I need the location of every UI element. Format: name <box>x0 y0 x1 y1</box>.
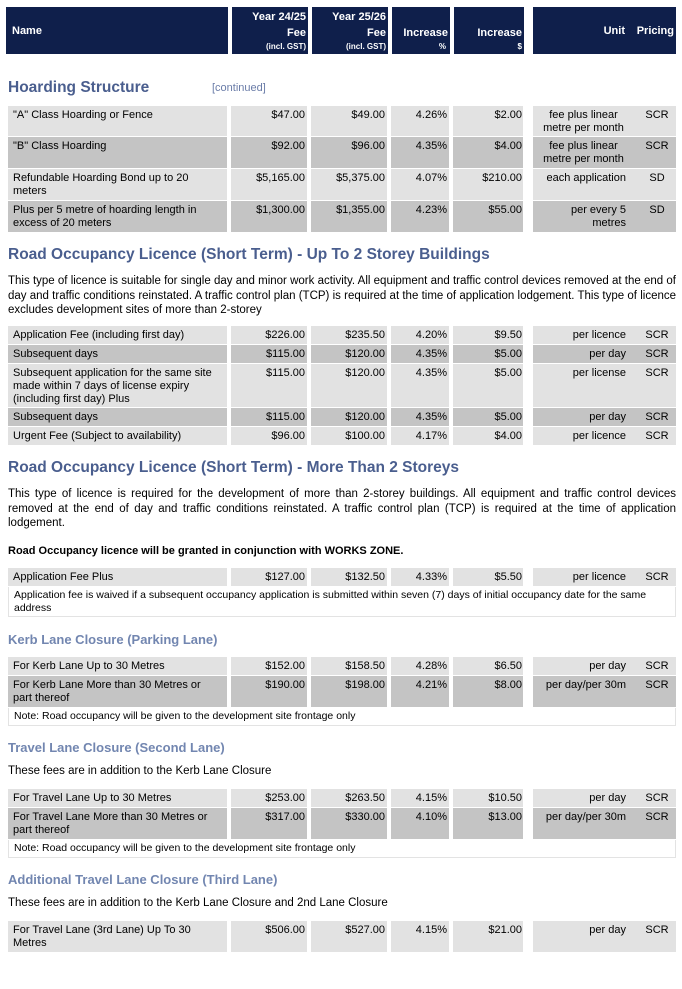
row-name: Application Fee Plus <box>8 568 227 586</box>
table-row <box>8 657 676 675</box>
row-increase-pct: 4.35% <box>391 345 449 363</box>
row-pricing: SCR <box>627 808 676 839</box>
row-increase-abs: $6.50 <box>453 657 523 675</box>
row-fee-2425: $92.00 <box>231 137 307 168</box>
row-name: Subsequent days <box>8 345 227 363</box>
works-zone-note: Road Occupancy licence will be granted in conjunction with WORKS ZONE. <box>8 545 404 557</box>
section-title-additional-travel-lane: Additional Travel Lane Closure (Third Lane) <box>8 872 278 887</box>
row-increase-pct: 4.23% <box>391 201 449 232</box>
row-pricing: SCR <box>627 676 676 707</box>
row-increase-abs: $13.00 <box>453 808 523 839</box>
row-unit: per day/per 30m <box>533 808 627 839</box>
row-increase-abs: $9.50 <box>453 326 523 344</box>
row-increase-abs: $2.00 <box>453 106 523 136</box>
table-row <box>8 137 676 168</box>
row-fee-2526: $96.00 <box>311 137 387 168</box>
table-row <box>8 345 676 363</box>
section-description: This type of licence is suitable for single day and minor work activity. All equipment and traffic control devices removed at the end of day and traffic conditions reinstated. A traffic control plan (TCP) is required at the time of application lodgement. This type of licence excludes development sites of more than 2-storey <box>8 275 676 316</box>
row-fee-2526: $49.00 <box>311 106 387 136</box>
row-fee-2526: $263.50 <box>311 789 387 807</box>
row-fee-2526: $120.00 <box>311 364 387 407</box>
continued-label: [continued] <box>212 82 266 94</box>
row-increase-pct: 4.33% <box>391 568 449 586</box>
row-unit: per day <box>533 657 627 675</box>
row-fee-2425: $127.00 <box>231 568 307 586</box>
row-fee-2526: $120.00 <box>311 345 387 363</box>
row-increase-abs: $5.00 <box>453 345 523 363</box>
row-increase-pct: 4.15% <box>391 789 449 807</box>
row-unit: fee plus linear metre per month <box>533 106 627 136</box>
row-name: Subsequent days <box>8 408 227 426</box>
row-name: For Kerb Lane Up to 30 Metres <box>8 657 227 675</box>
header-increase-abs-cell <box>454 7 524 54</box>
header-year2-l1: Year 25/26 <box>332 11 386 23</box>
row-increase-abs: $4.00 <box>453 137 523 168</box>
row-name: "A" Class Hoarding or Fence <box>8 106 227 136</box>
header-name: Name <box>12 25 42 37</box>
section-title-rol-more-than-2-storeys: Road Occupancy Licence (Short Term) - More Than 2 Storeys <box>8 459 460 476</box>
row-name: Refundable Hoarding Bond up to 20 meters <box>8 169 227 200</box>
row-increase-abs: $5.00 <box>453 408 523 426</box>
row-fee-2425: $47.00 <box>231 106 307 136</box>
table-row <box>8 106 676 136</box>
row-fee-2526: $158.50 <box>311 657 387 675</box>
row-pricing: SCR <box>627 427 676 445</box>
row-increase-abs: $5.00 <box>453 364 523 407</box>
row-unit: per day <box>533 789 627 807</box>
row-increase-pct: 4.35% <box>391 408 449 426</box>
table-row <box>8 676 676 707</box>
row-pricing: SCR <box>627 568 676 586</box>
row-name: For Travel Lane (3rd Lane) Up To 30 Metres <box>8 921 227 952</box>
row-pricing: SCR <box>627 106 676 136</box>
table-row <box>8 364 676 407</box>
header-increase-pct-l1: Increase <box>403 27 448 39</box>
row-fee-2526: $235.50 <box>311 326 387 344</box>
row-increase-abs: $21.00 <box>453 921 523 952</box>
row-pricing: SCR <box>627 789 676 807</box>
row-pricing: SCR <box>627 408 676 426</box>
row-fee-2526: $100.00 <box>311 427 387 445</box>
row-name: For Travel Lane Up to 30 Metres <box>8 789 227 807</box>
row-pricing: SCR <box>627 137 676 168</box>
row-fee-2425: $317.00 <box>231 808 307 839</box>
header-pricing: Pricing <box>636 25 674 37</box>
row-fee-2425: $253.00 <box>231 789 307 807</box>
table-row <box>8 326 676 344</box>
row-increase-pct: 4.20% <box>391 326 449 344</box>
row-pricing: SCR <box>627 364 676 407</box>
row-unit: per day <box>533 921 627 952</box>
row-unit: per licence <box>533 427 627 445</box>
row-fee-2526: $5,375.00 <box>311 169 387 200</box>
row-fee-2425: $96.00 <box>231 427 307 445</box>
row-fee-2526: $1,355.00 <box>311 201 387 232</box>
header-year1-l1: Year 24/25 <box>252 11 306 23</box>
row-unit: per day <box>533 408 627 426</box>
header-unit-cell <box>533 7 676 54</box>
row-increase-abs: $4.00 <box>453 427 523 445</box>
header-increase-abs-l1: Increase <box>477 27 522 39</box>
row-increase-abs: $5.50 <box>453 568 523 586</box>
row-fee-2425: $5,165.00 <box>231 169 307 200</box>
row-name: For Kerb Lane More than 30 Metres or part thereof <box>8 676 227 707</box>
row-unit: per day <box>533 345 627 363</box>
row-fee-2526: $330.00 <box>311 808 387 839</box>
row-increase-abs: $10.50 <box>453 789 523 807</box>
row-increase-pct: 4.21% <box>391 676 449 707</box>
row-name: "B" Class Hoarding <box>8 137 227 168</box>
row-name: For Travel Lane More than 30 Metres or part thereof <box>8 808 227 839</box>
header-name-cell <box>6 7 228 54</box>
row-unit: per licence <box>533 568 627 586</box>
row-increase-pct: 4.26% <box>391 106 449 136</box>
row-pricing: SD <box>627 201 676 232</box>
header-year2-cell <box>312 7 388 54</box>
row-fee-2425: $1,300.00 <box>231 201 307 232</box>
row-unit: fee plus linear metre per month <box>533 137 627 168</box>
header-increase-pct-cell <box>392 7 450 54</box>
row-pricing: SD <box>627 169 676 200</box>
row-fee-2425: $115.00 <box>231 345 307 363</box>
row-fee-2425: $226.00 <box>231 326 307 344</box>
row-fee-2425: $115.00 <box>231 364 307 407</box>
row-increase-pct: 4.10% <box>391 808 449 839</box>
table-row <box>8 201 676 232</box>
header-year1-l3: (incl. GST) <box>266 42 306 51</box>
table-row <box>8 408 676 426</box>
row-increase-abs: $8.00 <box>453 676 523 707</box>
section-intro: These fees are in addition to the Kerb Lane Closure <box>8 765 272 777</box>
section-description: This type of licence is required for the development of more than 2-storey buildings. All equipment and traffic control devices removed at the end of day and traffic conditions reinstated. A traffic control plan (TCP) is required at the time of application lodgement. <box>8 488 676 529</box>
header-year1-cell <box>232 7 308 54</box>
row-increase-pct: 4.17% <box>391 427 449 445</box>
row-fee-2425: $152.00 <box>231 657 307 675</box>
row-fee-2526: $527.00 <box>311 921 387 952</box>
row-pricing: SCR <box>627 326 676 344</box>
header-year1-l2: Fee <box>287 27 306 39</box>
row-pricing: SCR <box>627 345 676 363</box>
row-unit: per license <box>533 364 627 407</box>
row-pricing: SCR <box>627 921 676 952</box>
section-title-travel-lane: Travel Lane Closure (Second Lane) <box>8 740 225 755</box>
row-fee-2425: $115.00 <box>231 408 307 426</box>
table-row <box>8 789 676 807</box>
table-row <box>8 568 676 586</box>
table-row <box>8 169 676 200</box>
row-name: Application Fee (including first day) <box>8 326 227 344</box>
row-pricing: SCR <box>627 657 676 675</box>
section-title-hoarding: Hoarding Structure <box>8 79 150 96</box>
row-unit: each application <box>533 169 627 200</box>
row-unit: per licence <box>533 326 627 344</box>
row-unit: per day/per 30m <box>533 676 627 707</box>
row-increase-pct: 4.15% <box>391 921 449 952</box>
header-increase-pct-l2: % <box>438 42 446 51</box>
row-increase-abs: $210.00 <box>453 169 523 200</box>
row-increase-abs: $55.00 <box>453 201 523 232</box>
table-row <box>8 921 676 952</box>
row-name: Urgent Fee (Subject to availability) <box>8 427 227 445</box>
row-fee-2526: $120.00 <box>311 408 387 426</box>
row-fee-2526: $198.00 <box>311 676 387 707</box>
frontage-note: Note: Road occupancy will be given to the development site frontage only <box>8 840 676 858</box>
header-increase-abs-l2: $ <box>517 42 522 51</box>
header-unit: Unit <box>603 25 625 37</box>
table-row <box>8 427 676 445</box>
row-unit: per every 5 metres <box>533 201 627 232</box>
row-increase-pct: 4.28% <box>391 657 449 675</box>
row-name: Plus per 5 metre of hoarding length in excess of 20 meters <box>8 201 227 232</box>
section-title-kerb-lane: Kerb Lane Closure (Parking Lane) <box>8 632 218 647</box>
row-fee-2425: $506.00 <box>231 921 307 952</box>
row-fee-2526: $132.50 <box>311 568 387 586</box>
row-increase-pct: 4.35% <box>391 137 449 168</box>
row-increase-pct: 4.35% <box>391 364 449 407</box>
row-name: Subsequent application for the same site made within 7 days of license expiry (including first day) Plus <box>8 364 227 407</box>
table-row <box>8 808 676 839</box>
row-fee-2425: $190.00 <box>231 676 307 707</box>
row-increase-pct: 4.07% <box>391 169 449 200</box>
header-year2-l2: Fee <box>367 27 386 39</box>
fee-waiver-note: Application fee is waived if a subsequent occupancy application is submitted within seven (7) days of initial occupancy date for the same address <box>8 587 676 617</box>
header-year2-l3: (incl. GST) <box>346 42 386 51</box>
section-intro: These fees are in addition to the Kerb Lane Closure and 2nd Lane Closure <box>8 897 388 909</box>
frontage-note: Note: Road occupancy will be given to the development site frontage only <box>8 708 676 726</box>
section-title-rol-up-to-2-storey: Road Occupancy Licence (Short Term) - Up To 2 Storey Buildings <box>8 246 490 263</box>
